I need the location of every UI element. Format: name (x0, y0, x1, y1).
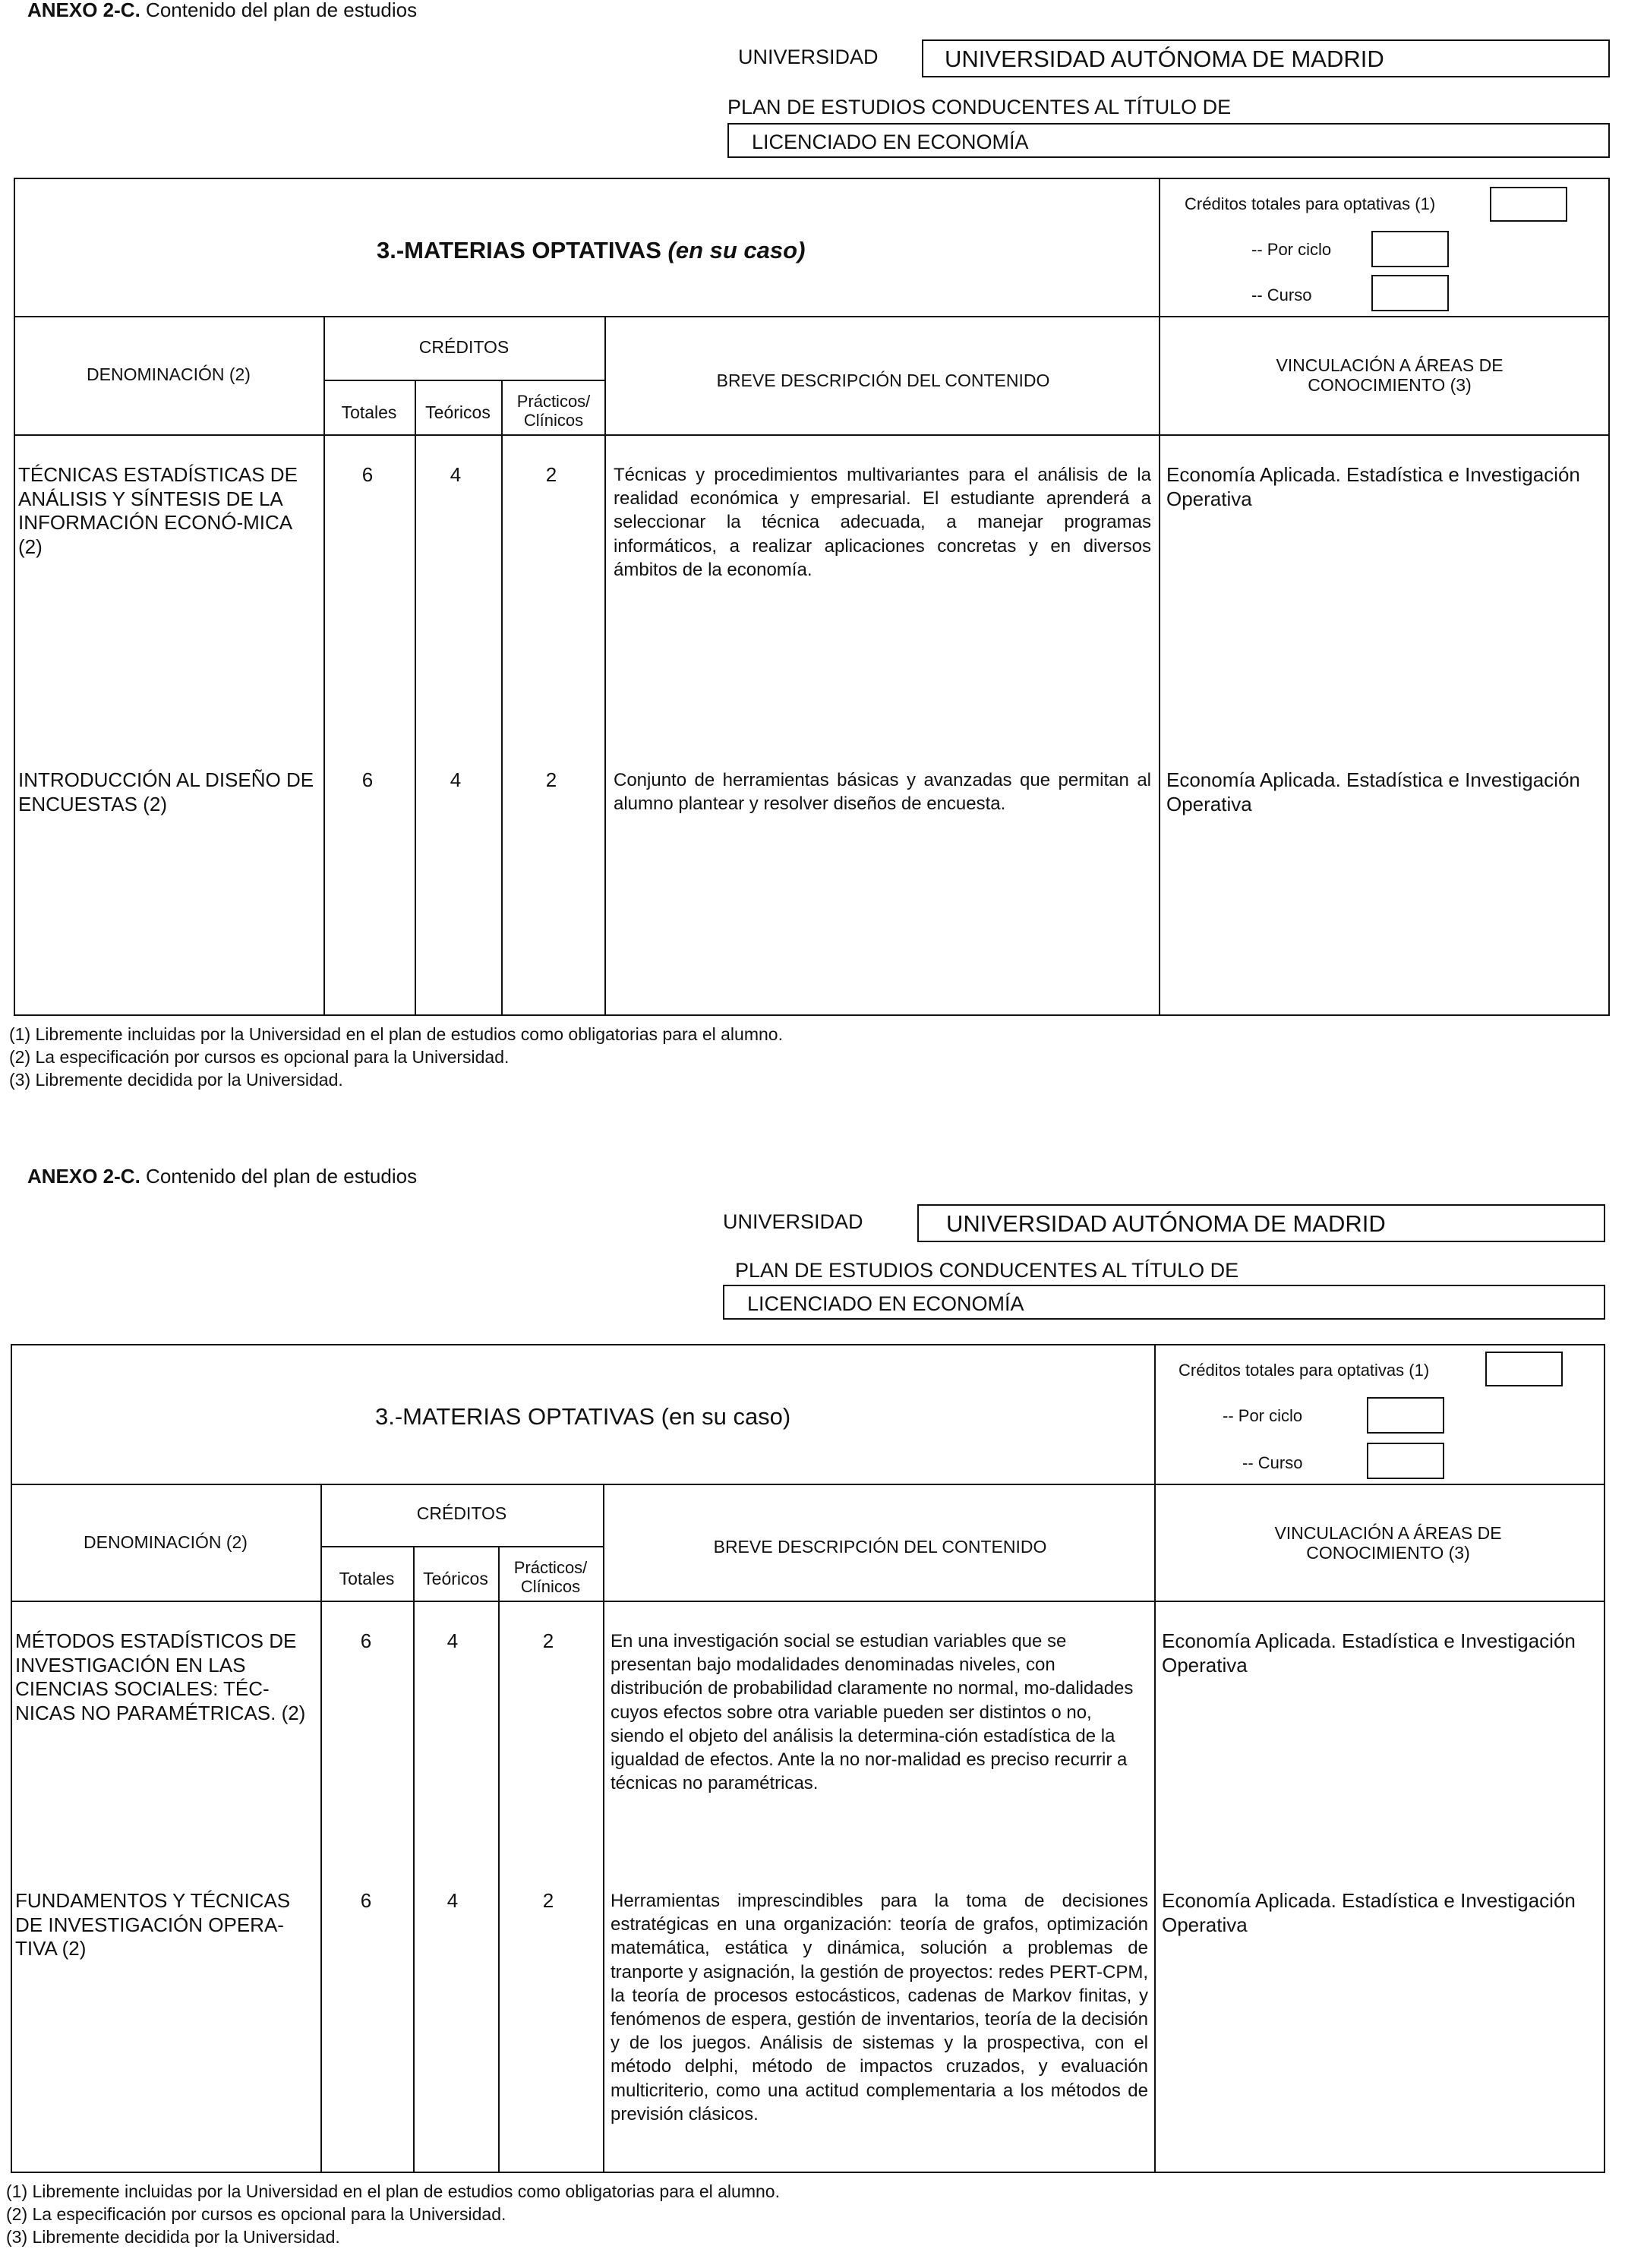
table-rule (1154, 1484, 1156, 2173)
optativas-table (14, 178, 1610, 1016)
table-rule (11, 1484, 1605, 1485)
row-practicos: 2 (542, 1629, 554, 1652)
table-rule (413, 1546, 415, 2173)
table-rule (14, 434, 1610, 436)
por-ciclo-label: -- Por ciclo (1251, 240, 1332, 259)
header-teoricos: Teóricos (425, 402, 491, 422)
row-descripcion: Técnicas y procedimientos multivariantes para el análisis de la realidad económica y empresarial. El estudiante aprenderá a seleccionar la técnica adecuada, a manejar programas informáticos, a realizar aplicaciones concretas y en diversos ámbitos de la economía. (614, 465, 1151, 580)
row-descripcion: Conjunto de herramientas básicas y avanzadas que permitan al alumno plantear y resolver diseños de encuesta. (614, 770, 1151, 815)
page-2 (0, 1162, 1625, 2268)
table-rule (501, 380, 503, 1016)
row-totales: 6 (361, 463, 374, 486)
table-rule (604, 316, 606, 1016)
titulo-box (723, 1285, 1605, 1320)
header-vinculacion: VINCULACIÓN A ÁREAS DE CONOCIMIENTO (3) (1274, 1523, 1502, 1563)
header-denominacion: DENOMINACIÓN (2) (84, 1532, 248, 1552)
section-title (375, 1403, 790, 1431)
row-totales: 6 (360, 1629, 372, 1652)
header-creditos: CRÉDITOS (416, 1503, 507, 1523)
row-vinculacion: Economía Aplicada. Estadística e Investigación Operativa (1166, 463, 1580, 510)
creditos-totales-label: Créditos totales para optativas (1) (1185, 194, 1436, 213)
table-rule (1159, 316, 1160, 1016)
row-denominacion: FUNDAMENTOS Y TÉCNICAS DE INVESTIGACIÓN OPERA-TIVA (2) (15, 1889, 291, 1960)
universidad-value: UNIVERSIDAD AUTÓNOMA DE MADRID (946, 1210, 1386, 1237)
row-denominacion: TÉCNICAS ESTADÍSTICAS DE ANÁLISIS Y SÍNTESIS DE LA INFORMACIÓN ECONÓ-MICA (2) (18, 463, 298, 559)
creditos-totales-box (1485, 1352, 1563, 1386)
header-descripcion: BREVE DESCRIPCIÓN DEL CONTENIDO (716, 371, 1050, 390)
footnote-2: (2) La especificación por cursos es opcional para la Universidad. (6, 2204, 506, 2224)
section-title (377, 237, 805, 264)
universidad-label: UNIVERSIDAD (738, 46, 879, 68)
table-rule (323, 380, 604, 381)
header-totales: Totales (339, 1569, 395, 1588)
section-title-suffix: (en su caso) (667, 237, 806, 263)
row-denominacion: INTRODUCCIÓN AL DISEÑO DE ENCUESTAS (2) (18, 768, 314, 815)
row-vinculacion: Economía Aplicada. Estadística e Investigación Operativa (1162, 1629, 1576, 1677)
anexo-text: Contenido del plan de estudios (146, 1165, 418, 1188)
table-rule (11, 1601, 1605, 1602)
anexo-heading (27, 0, 417, 22)
row-denominacion: MÉTODOS ESTADÍSTICOS DE INVESTIGACIÓN EN LAS CIENCIAS SOCIALES: TÉC-NICAS NO PARAMÉTRICAS. (2) (15, 1629, 306, 1725)
table-rule (320, 1546, 603, 1547)
header-vinculacion: VINCULACIÓN A ÁREAS DE CONOCIMIENTO (3) (1276, 355, 1504, 396)
row-teoricos: 4 (450, 768, 462, 791)
curso-box (1371, 275, 1449, 311)
por-ciclo-box (1371, 231, 1449, 267)
table-rule (603, 1484, 604, 2173)
plan-label: PLAN DE ESTUDIOS CONDUCENTES AL TÍTULO DE (727, 96, 1232, 118)
row-practicos: 2 (545, 768, 557, 791)
row-practicos: 2 (542, 1889, 554, 1912)
table-rule (1154, 1344, 1156, 1484)
titulo-box (727, 123, 1610, 158)
row-practicos: 2 (545, 463, 557, 486)
footnote-2: (2) La especificación por cursos es opcional para la Universidad. (9, 1047, 510, 1067)
creditos-totales-label: Créditos totales para optativas (1) (1179, 1361, 1430, 1380)
anexo-text: Contenido del plan de estudios (146, 0, 418, 21)
row-vinculacion: Economía Aplicada. Estadística e Investigación Operativa (1166, 768, 1580, 815)
curso-label: -- Curso (1251, 285, 1312, 304)
footnote-1: (1) Libremente incluidas por la Universidad en el plan de estudios como obligatorias para el alumno. (6, 2181, 780, 2201)
footnote-3: (3) Libremente decidida por la Universidad. (6, 2227, 340, 2247)
row-teoricos: 4 (446, 1629, 459, 1652)
row-vinculacion: Economía Aplicada. Estadística e Investigación Operativa (1162, 1889, 1576, 1936)
footnote-1: (1) Libremente incluidas por la Universidad en el plan de estudios como obligatorias para el alumno. (9, 1024, 783, 1044)
row-teoricos: 4 (450, 463, 462, 486)
table-rule (498, 1546, 500, 2173)
header-creditos: CRÉDITOS (418, 337, 510, 357)
header-teoricos: Teóricos (423, 1569, 488, 1588)
row-totales: 6 (360, 1889, 372, 1912)
row-teoricos: 4 (446, 1889, 459, 1912)
header-practicos: Prácticos/ Clínicos (513, 1558, 588, 1597)
plan-label: PLAN DE ESTUDIOS CONDUCENTES AL TÍTULO DE (735, 1259, 1239, 1282)
header-practicos: Prácticos/ Clínicos (516, 392, 591, 431)
row-descripcion: En una investigación social se estudian variables que se presentan bajo modalidades denominadas niveles, con distribución de probabilidad claramente no normal, mo-dalidades cuyos efectos sobre otra variable pueden ser distintos o no, siendo el objeto del análisis la determina-ción estadística de la igualdad de efectos. Ante la no nor-malidad es preciso recurrir a técnicas no paramétricas. (611, 1631, 1134, 1794)
section-title-text: 3.-MATERIAS OPTATIVAS (377, 237, 661, 263)
row-totales: 6 (361, 768, 374, 791)
table-rule (1159, 178, 1160, 316)
header-descripcion: BREVE DESCRIPCIÓN DEL CONTENIDO (713, 1537, 1047, 1557)
page-1 (0, 0, 1625, 1124)
table-rule (415, 380, 416, 1016)
universidad-box (922, 39, 1610, 77)
curso-label: -- Curso (1242, 1453, 1303, 1472)
universidad-box (917, 1204, 1605, 1242)
creditos-totales-box (1490, 187, 1567, 222)
titulo-value: LICENCIADO EN ECONOMÍA (747, 1292, 1024, 1315)
header-denominacion: DENOMINACIÓN (2) (87, 364, 251, 384)
header-totales: Totales (341, 402, 397, 422)
titulo-value: LICENCIADO EN ECONOMÍA (752, 131, 1029, 153)
row-descripcion: Herramientas imprescindibles para la toma de decisiones estratégicas en una organización: teoría de grafos, optimización matemática, estática y dinámica, solución a problemas de tranporte y asignación, la gestión de proyectos: redes PERT-CPM, la teoría de procesos estocásticos, cadenas de Markov finitas, y fenómenos de espera, gestión de inventarios, teoría de la decisión y de los juegos. Análisis de sistemas y la prospectiva, con el método delphi, método de impactos cruzados, y evaluación multicriterio, como una actitud complementaria a los métodos de previsión clásicos. (611, 1891, 1148, 2124)
universidad-value: UNIVERSIDAD AUTÓNOMA DE MADRID (945, 46, 1384, 72)
section-title-suffix: (en su caso) (661, 1403, 791, 1430)
footnote-3: (3) Libremente decidida por la Universidad. (9, 1070, 343, 1090)
table-rule (14, 316, 1610, 317)
section-title-text: 3.-MATERIAS OPTATIVAS (375, 1403, 655, 1430)
por-ciclo-box (1367, 1397, 1444, 1434)
anexo-label: ANEXO 2-C. (27, 0, 140, 21)
universidad-label: UNIVERSIDAD (723, 1210, 863, 1233)
anexo-label: ANEXO 2-C. (27, 1165, 140, 1188)
por-ciclo-label: -- Por ciclo (1223, 1406, 1303, 1425)
curso-box (1367, 1443, 1444, 1479)
anexo-heading (27, 1165, 417, 1188)
